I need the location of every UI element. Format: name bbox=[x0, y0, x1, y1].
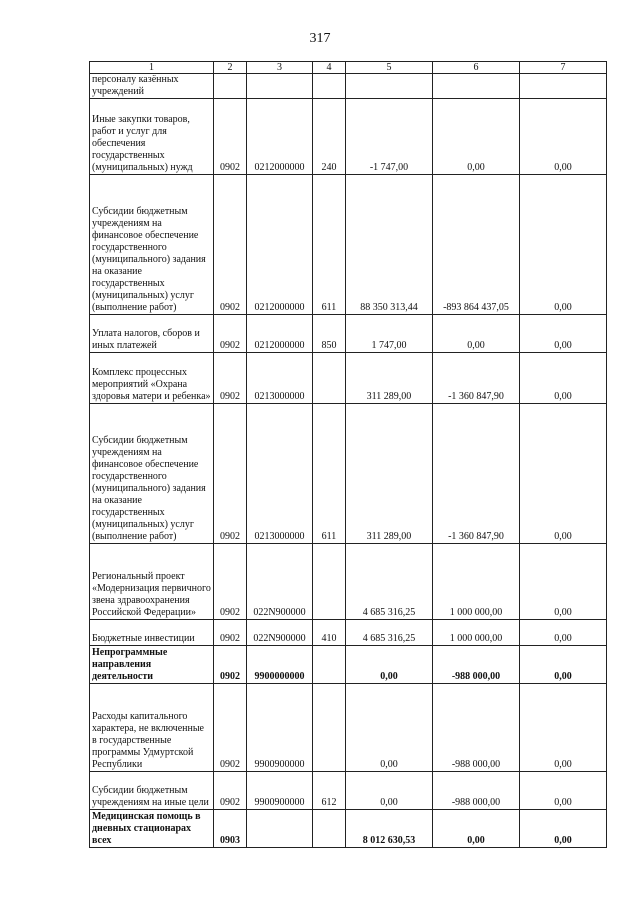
section-code: 0902 bbox=[214, 175, 247, 315]
section-code: 0902 bbox=[214, 772, 247, 810]
amount-column-5: 0,00 bbox=[346, 684, 433, 772]
section-code: 0902 bbox=[214, 646, 247, 684]
target-article-code bbox=[247, 74, 313, 99]
table-row bbox=[90, 772, 607, 810]
amount-column-5: 311 289,00 bbox=[346, 353, 433, 404]
amount-column-7: 0,00 bbox=[520, 772, 607, 810]
expense-type-code: 611 bbox=[313, 175, 346, 315]
target-article-code: 022N900000 bbox=[247, 544, 313, 620]
amount-column-7 bbox=[520, 74, 607, 99]
row-description: Расходы капитального характера, не включенные в государственные программы Удмуртской Республики bbox=[90, 684, 214, 772]
amount-column-7: 0,00 bbox=[520, 620, 607, 646]
column-header: 5 bbox=[346, 62, 433, 74]
table-row bbox=[90, 175, 607, 315]
amount-column-6: -893 864 437,05 bbox=[433, 175, 520, 315]
expense-type-code: 612 bbox=[313, 772, 346, 810]
row-description: Субсидии бюджетным учреждениям на финансовое обеспечение государственного (муниципального) задания на оказание государственных (муниципальных) услуг (выполнение работ) bbox=[90, 404, 214, 544]
table-row bbox=[90, 353, 607, 404]
expense-type-code bbox=[313, 684, 346, 772]
expense-type-code bbox=[313, 810, 346, 848]
table-row bbox=[90, 684, 607, 772]
section-code bbox=[214, 74, 247, 99]
amount-column-5: 311 289,00 bbox=[346, 404, 433, 544]
amount-column-6: 0,00 bbox=[433, 810, 520, 848]
row-description: Непрограммные направления деятельности bbox=[90, 646, 214, 684]
row-description: Иные закупки товаров, работ и услуг для обеспечения государственных (муниципальных) нужд bbox=[90, 99, 214, 175]
amount-column-7: 0,00 bbox=[520, 684, 607, 772]
target-article-code: 9900900000 bbox=[247, 684, 313, 772]
table-row bbox=[90, 404, 607, 544]
amount-column-6 bbox=[433, 74, 520, 99]
target-article-code: 0213000000 bbox=[247, 353, 313, 404]
amount-column-5 bbox=[346, 74, 433, 99]
table-row bbox=[90, 620, 607, 646]
section-code: 0902 bbox=[214, 353, 247, 404]
section-code: 0902 bbox=[214, 620, 247, 646]
amount-column-5: 8 012 630,53 bbox=[346, 810, 433, 848]
amount-column-6: 1 000 000,00 bbox=[433, 620, 520, 646]
page-number: 317 bbox=[309, 31, 331, 46]
amount-column-5: 4 685 316,25 bbox=[346, 620, 433, 646]
section-code: 0902 bbox=[214, 544, 247, 620]
amount-column-5: 0,00 bbox=[346, 772, 433, 810]
amount-column-6: -1 360 847,90 bbox=[433, 404, 520, 544]
amount-column-6: -988 000,00 bbox=[433, 772, 520, 810]
expense-type-code bbox=[313, 353, 346, 404]
expense-type-code: 850 bbox=[313, 315, 346, 353]
expense-type-code bbox=[313, 646, 346, 684]
expense-type-code bbox=[313, 74, 346, 99]
header-row bbox=[90, 62, 607, 74]
row-description: персоналу казённых учреждений bbox=[90, 74, 214, 99]
target-article-code: 022N900000 bbox=[247, 620, 313, 646]
table-body bbox=[90, 74, 607, 848]
expense-type-code bbox=[313, 544, 346, 620]
row-description: Комплекс процессных мероприятий «Охрана здоровья матери и ребенка» bbox=[90, 353, 214, 404]
row-description: Субсидии бюджетным учреждениям на иные цели bbox=[90, 772, 214, 810]
amount-column-7: 0,00 bbox=[520, 315, 607, 353]
amount-column-7: 0,00 bbox=[520, 353, 607, 404]
amount-column-7: 0,00 bbox=[520, 175, 607, 315]
row-description: Медицинская помощь в дневных стационарах всех bbox=[90, 810, 214, 848]
amount-column-6: 1 000 000,00 bbox=[433, 544, 520, 620]
amount-column-7: 0,00 bbox=[520, 544, 607, 620]
amount-column-6: -1 360 847,90 bbox=[433, 353, 520, 404]
table-row bbox=[90, 544, 607, 620]
section-code: 0902 bbox=[214, 315, 247, 353]
column-header: 4 bbox=[313, 62, 346, 74]
amount-column-5: 4 685 316,25 bbox=[346, 544, 433, 620]
target-article-code: 0212000000 bbox=[247, 315, 313, 353]
amount-column-6: 0,00 bbox=[433, 99, 520, 175]
amount-column-7: 0,00 bbox=[520, 646, 607, 684]
amount-column-6: -988 000,00 bbox=[433, 646, 520, 684]
column-header: 3 bbox=[247, 62, 313, 74]
section-code: 0902 bbox=[214, 404, 247, 544]
column-header: 7 bbox=[520, 62, 607, 74]
column-header: 2 bbox=[214, 62, 247, 74]
amount-column-6: 0,00 bbox=[433, 315, 520, 353]
table-row bbox=[90, 810, 607, 848]
amount-column-7: 0,00 bbox=[520, 810, 607, 848]
target-article-code: 0212000000 bbox=[247, 175, 313, 315]
amount-column-7: 0,00 bbox=[520, 404, 607, 544]
amount-column-5: 88 350 313,44 bbox=[346, 175, 433, 315]
expense-type-code: 240 bbox=[313, 99, 346, 175]
row-description: Субсидии бюджетным учреждениям на финансовое обеспечение государственного (муниципального) задания на оказание государственных (муниципальных) услуг (выполнение работ) bbox=[90, 175, 214, 315]
amount-column-6: -988 000,00 bbox=[433, 684, 520, 772]
table-row bbox=[90, 99, 607, 175]
target-article-code: 0212000000 bbox=[247, 99, 313, 175]
expense-type-code: 611 bbox=[313, 404, 346, 544]
target-article-code: 9900900000 bbox=[247, 772, 313, 810]
table-row bbox=[90, 646, 607, 684]
row-description: Региональный проект «Модернизация первичного звена здравоохранения Российской Федерации» bbox=[90, 544, 214, 620]
section-code: 0902 bbox=[214, 684, 247, 772]
column-header: 1 bbox=[90, 62, 214, 74]
column-header: 6 bbox=[433, 62, 520, 74]
budget-table bbox=[89, 61, 607, 848]
table-row bbox=[90, 74, 607, 99]
amount-column-5: 1 747,00 bbox=[346, 315, 433, 353]
target-article-code bbox=[247, 810, 313, 848]
section-code: 0903 bbox=[214, 810, 247, 848]
amount-column-7: 0,00 bbox=[520, 99, 607, 175]
row-description: Уплата налогов, сборов и иных платежей bbox=[90, 315, 214, 353]
amount-column-5: -1 747,00 bbox=[346, 99, 433, 175]
expense-type-code: 410 bbox=[313, 620, 346, 646]
target-article-code: 0213000000 bbox=[247, 404, 313, 544]
amount-column-5: 0,00 bbox=[346, 646, 433, 684]
table-row bbox=[90, 315, 607, 353]
target-article-code: 9900000000 bbox=[247, 646, 313, 684]
section-code: 0902 bbox=[214, 99, 247, 175]
row-description: Бюджетные инвестиции bbox=[90, 620, 214, 646]
